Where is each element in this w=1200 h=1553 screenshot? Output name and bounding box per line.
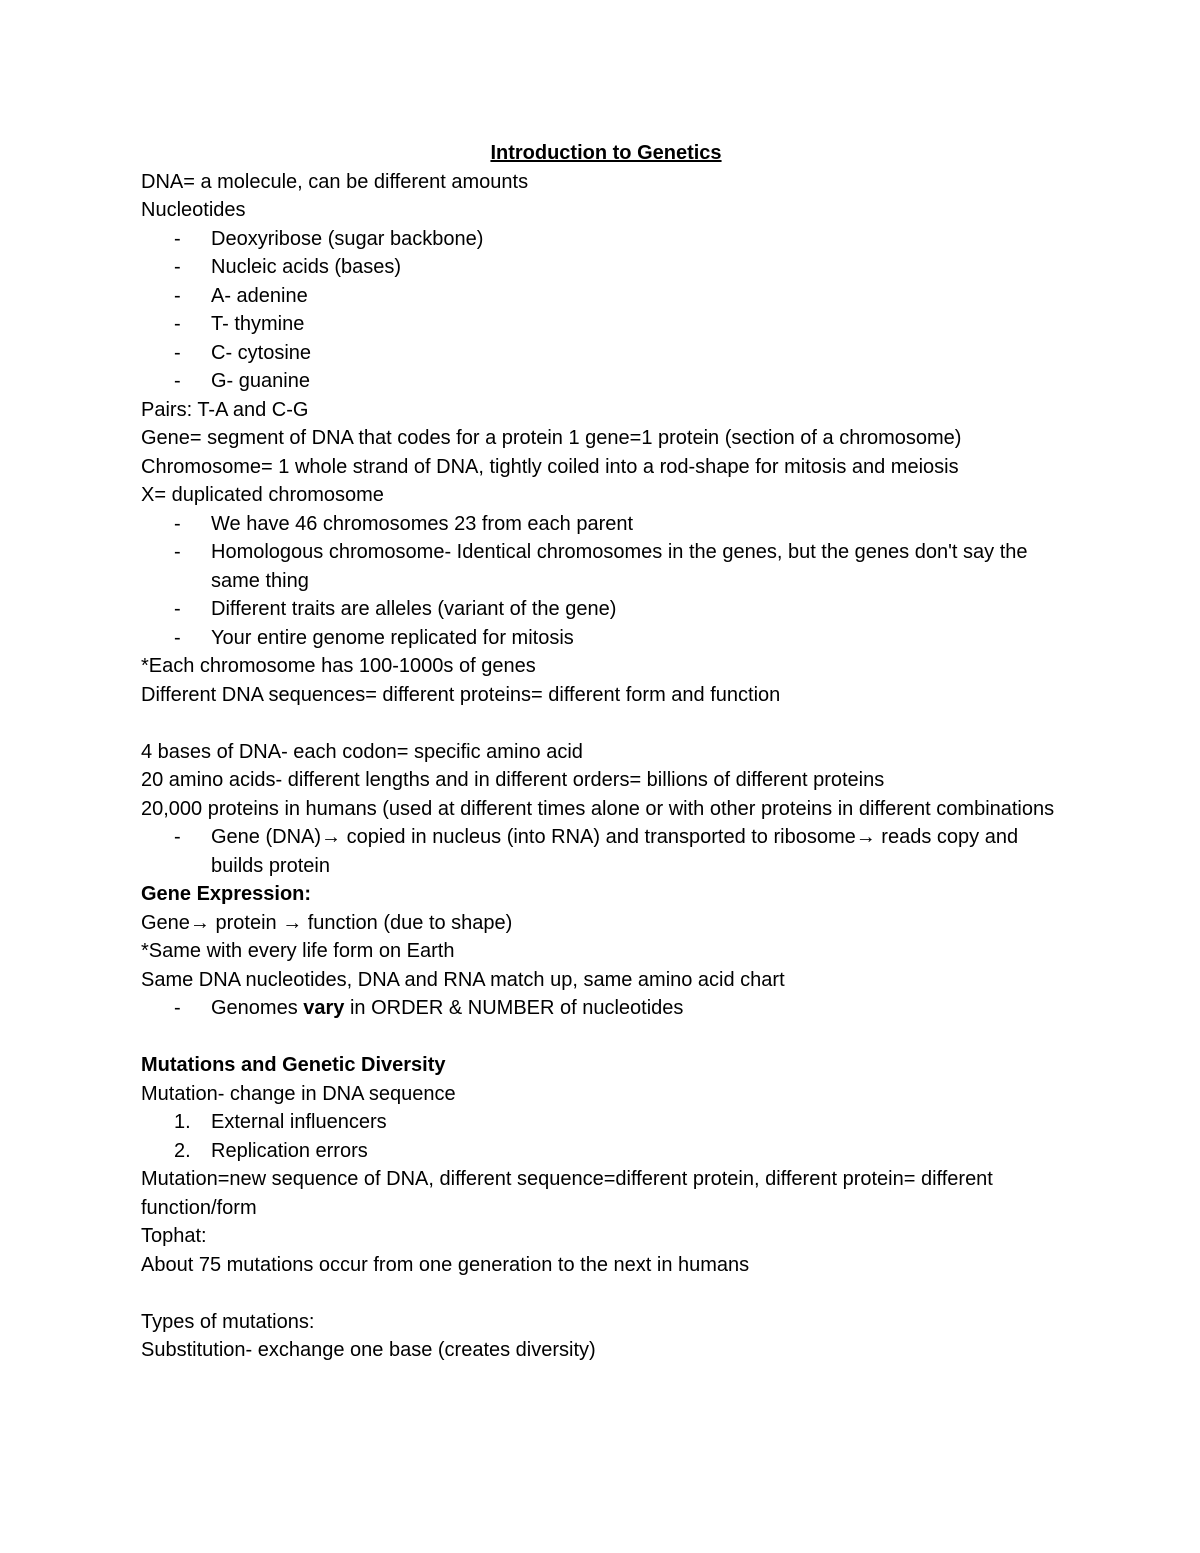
bullet-dash: - xyxy=(174,826,181,848)
mutation-definition: Mutation- change in DNA sequence xyxy=(141,1082,456,1105)
genomes-text-end: in ORDER & NUMBER of nucleotides xyxy=(344,997,684,1019)
genomes-emphasis: vary xyxy=(303,997,345,1019)
duplicated-chromosome-line: X= duplicated chromosome xyxy=(141,484,384,506)
mutations-heading: Mutations and Genetic Diversity xyxy=(141,1054,446,1076)
blank-line xyxy=(141,1023,1071,1052)
document-page xyxy=(141,139,1071,1365)
bullet-dash: - xyxy=(174,370,181,392)
numbered-item-text: External influencers xyxy=(211,1111,387,1133)
list-item-text: Your entire genome replicated for mitosis xyxy=(211,626,574,649)
list-item-text: Deoxyribose (sugar backbone) xyxy=(211,227,484,250)
new-sequence-line: Mutation=new sequence of DNA, different sequence=different protein, different protein= different function/form xyxy=(141,1168,993,1219)
list-item xyxy=(141,823,1071,880)
list-item-text: Homologous chromosome- Identical chromosomes in the genes, but the genes don't say the same thing xyxy=(211,541,1028,592)
genomes-text-start: Genomes xyxy=(211,997,304,1019)
blank-line xyxy=(141,1279,1071,1308)
list-item xyxy=(141,367,1071,396)
list-item-text: T- thymine xyxy=(211,313,305,335)
list-number: 2. xyxy=(174,1139,191,1162)
list-item xyxy=(141,510,1071,539)
numbered-item xyxy=(141,1137,1071,1166)
pairs-line: Pairs: T-A and C-G xyxy=(141,398,309,421)
gene-expression-heading: Gene Expression: xyxy=(141,883,312,905)
amino-acids-line: 20 amino acids- different lengths and in different orders= billions of different proteins xyxy=(141,769,885,791)
bullet-dash: - xyxy=(174,997,181,1019)
list-number: 1. xyxy=(174,1111,191,1133)
list-item xyxy=(141,310,1071,339)
bullet-dash: - xyxy=(174,256,181,278)
gene-expression-flow: Gene→ protein → function (due to shape) xyxy=(141,911,513,934)
list-item-text: C- cytosine xyxy=(211,341,312,364)
bullet-dash: - xyxy=(174,227,181,250)
list-item xyxy=(141,994,1071,1023)
list-item-text xyxy=(211,994,1071,1023)
list-item-text: We have 46 chromosomes 23 from each parent xyxy=(211,512,634,535)
genes-per-chromosome-note: *Each chromosome has 100-1000s of genes xyxy=(141,655,536,677)
dna-definition: DNA= a molecule, can be different amounts xyxy=(141,170,529,193)
chromosome-definition: Chromosome= 1 whole strand of DNA, tightly coiled into a rod-shape for mitosis and meiosis xyxy=(141,455,959,478)
bullet-dash: - xyxy=(174,598,181,620)
numbered-item xyxy=(141,1108,1071,1137)
same-dna-line: Same DNA nucleotides, DNA and RNA match up, same amino acid chart xyxy=(141,968,785,991)
about-75-mutations-line: About 75 mutations occur from one generation to the next in humans xyxy=(141,1253,750,1276)
substitution-line: Substitution- exchange one base (creates diversity) xyxy=(141,1339,596,1361)
list-item xyxy=(141,282,1071,311)
list-item-text: Different traits are alleles (variant of the gene) xyxy=(211,598,617,620)
list-item-text: Nucleic acids (bases) xyxy=(211,256,402,278)
bullet-dash: - xyxy=(174,541,181,563)
blank-line xyxy=(141,709,1071,738)
list-item xyxy=(141,253,1071,282)
proteins-in-humans-line: 20,000 proteins in humans (used at different times alone or with other proteins in different combinations xyxy=(141,797,1055,820)
same-life-form-note: *Same with every life form on Earth xyxy=(141,940,455,962)
list-item-text: A- adenine xyxy=(211,284,308,307)
list-item xyxy=(141,595,1071,624)
page-title: Introduction to Genetics xyxy=(490,142,722,164)
bullet-dash: - xyxy=(174,512,181,535)
list-item xyxy=(141,624,1071,653)
gene-definition: Gene= segment of DNA that codes for a protein 1 gene=1 protein (section of a chromosome) xyxy=(141,427,962,449)
tophat-label: Tophat: xyxy=(141,1225,207,1247)
types-of-mutations-label: Types of mutations: xyxy=(141,1310,315,1333)
bullet-dash: - xyxy=(174,313,181,335)
bullet-dash: - xyxy=(174,284,181,307)
numbered-item-text: Replication errors xyxy=(211,1139,368,1162)
list-item xyxy=(141,339,1071,368)
four-bases-line: 4 bases of DNA- each codon= specific amino acid xyxy=(141,740,583,763)
different-dna-line: Different DNA sequences= different proteins= different form and function xyxy=(141,683,781,706)
list-item xyxy=(141,538,1071,595)
bullet-dash: - xyxy=(174,626,181,649)
nucleotides-heading: Nucleotides xyxy=(141,199,246,221)
list-item-text: Gene (DNA)→ copied in nucleus (into RNA) and transported to ribosome→ reads copy and builds protein xyxy=(211,826,1019,877)
list-item xyxy=(141,225,1071,254)
bullet-dash: - xyxy=(174,341,181,364)
list-item-text: G- guanine xyxy=(211,370,310,392)
